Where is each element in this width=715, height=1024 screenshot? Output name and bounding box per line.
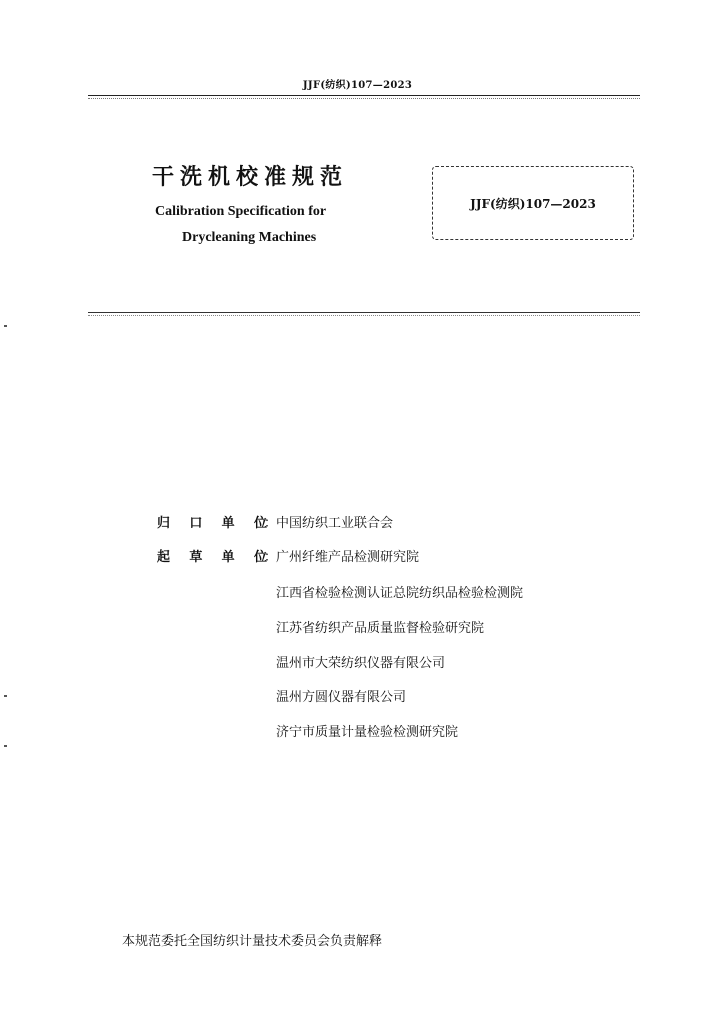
standard-code-box-text: JJF(纺织)107—2023 xyxy=(470,196,596,211)
title-english-line2: Drycleaning Machines xyxy=(182,230,317,245)
label-char: 口 xyxy=(189,516,203,531)
standard-code-box xyxy=(432,166,634,240)
scan-mark xyxy=(4,325,7,327)
responsible-unit-value: 中国纺织工业联合会 xyxy=(276,516,394,531)
drafting-unit-item: 广州纤维产品检测研究院 xyxy=(276,550,420,565)
drafting-unit-item: 济宁市质量计量检验检测研究院 xyxy=(276,725,459,740)
responsible-unit-label xyxy=(157,512,267,531)
label-char: 单 xyxy=(221,550,235,565)
title-english-line1: Calibration Specification for xyxy=(155,204,327,219)
drafting-unit-colon: ： xyxy=(264,550,278,565)
drafting-unit-item: 温州市大荣纺织仪器有限公司 xyxy=(276,656,446,671)
label-char: 位 xyxy=(253,550,267,565)
scan-mark xyxy=(4,695,7,697)
label-char: 归 xyxy=(157,516,171,531)
footer-interpretation-note: 本规范委托全国纺织计量技术委员会负责解释 xyxy=(122,934,383,949)
drafting-unit-label xyxy=(157,546,267,565)
label-char: 位 xyxy=(253,516,267,531)
title-chinese: 干洗机校准规范 xyxy=(152,165,349,190)
drafting-unit-item: 江苏省纺织产品质量监督检验研究院 xyxy=(276,621,485,636)
label-char: 起 xyxy=(157,550,171,565)
header-rule xyxy=(88,95,640,96)
label-char: 草 xyxy=(189,550,203,565)
responsible-unit-colon: ： xyxy=(264,516,278,531)
section-rule xyxy=(88,312,640,313)
scan-mark xyxy=(4,745,7,747)
header-rule-dotted xyxy=(88,98,640,99)
section-rule-dotted xyxy=(88,315,640,316)
drafting-unit-item: 温州方圆仪器有限公司 xyxy=(276,690,407,705)
header-standard-code: JJF(纺织)107—2023 xyxy=(302,80,413,91)
label-char: 单 xyxy=(221,516,235,531)
drafting-unit-item: 江西省检验检测认证总院纺织品检验检测院 xyxy=(276,586,524,601)
